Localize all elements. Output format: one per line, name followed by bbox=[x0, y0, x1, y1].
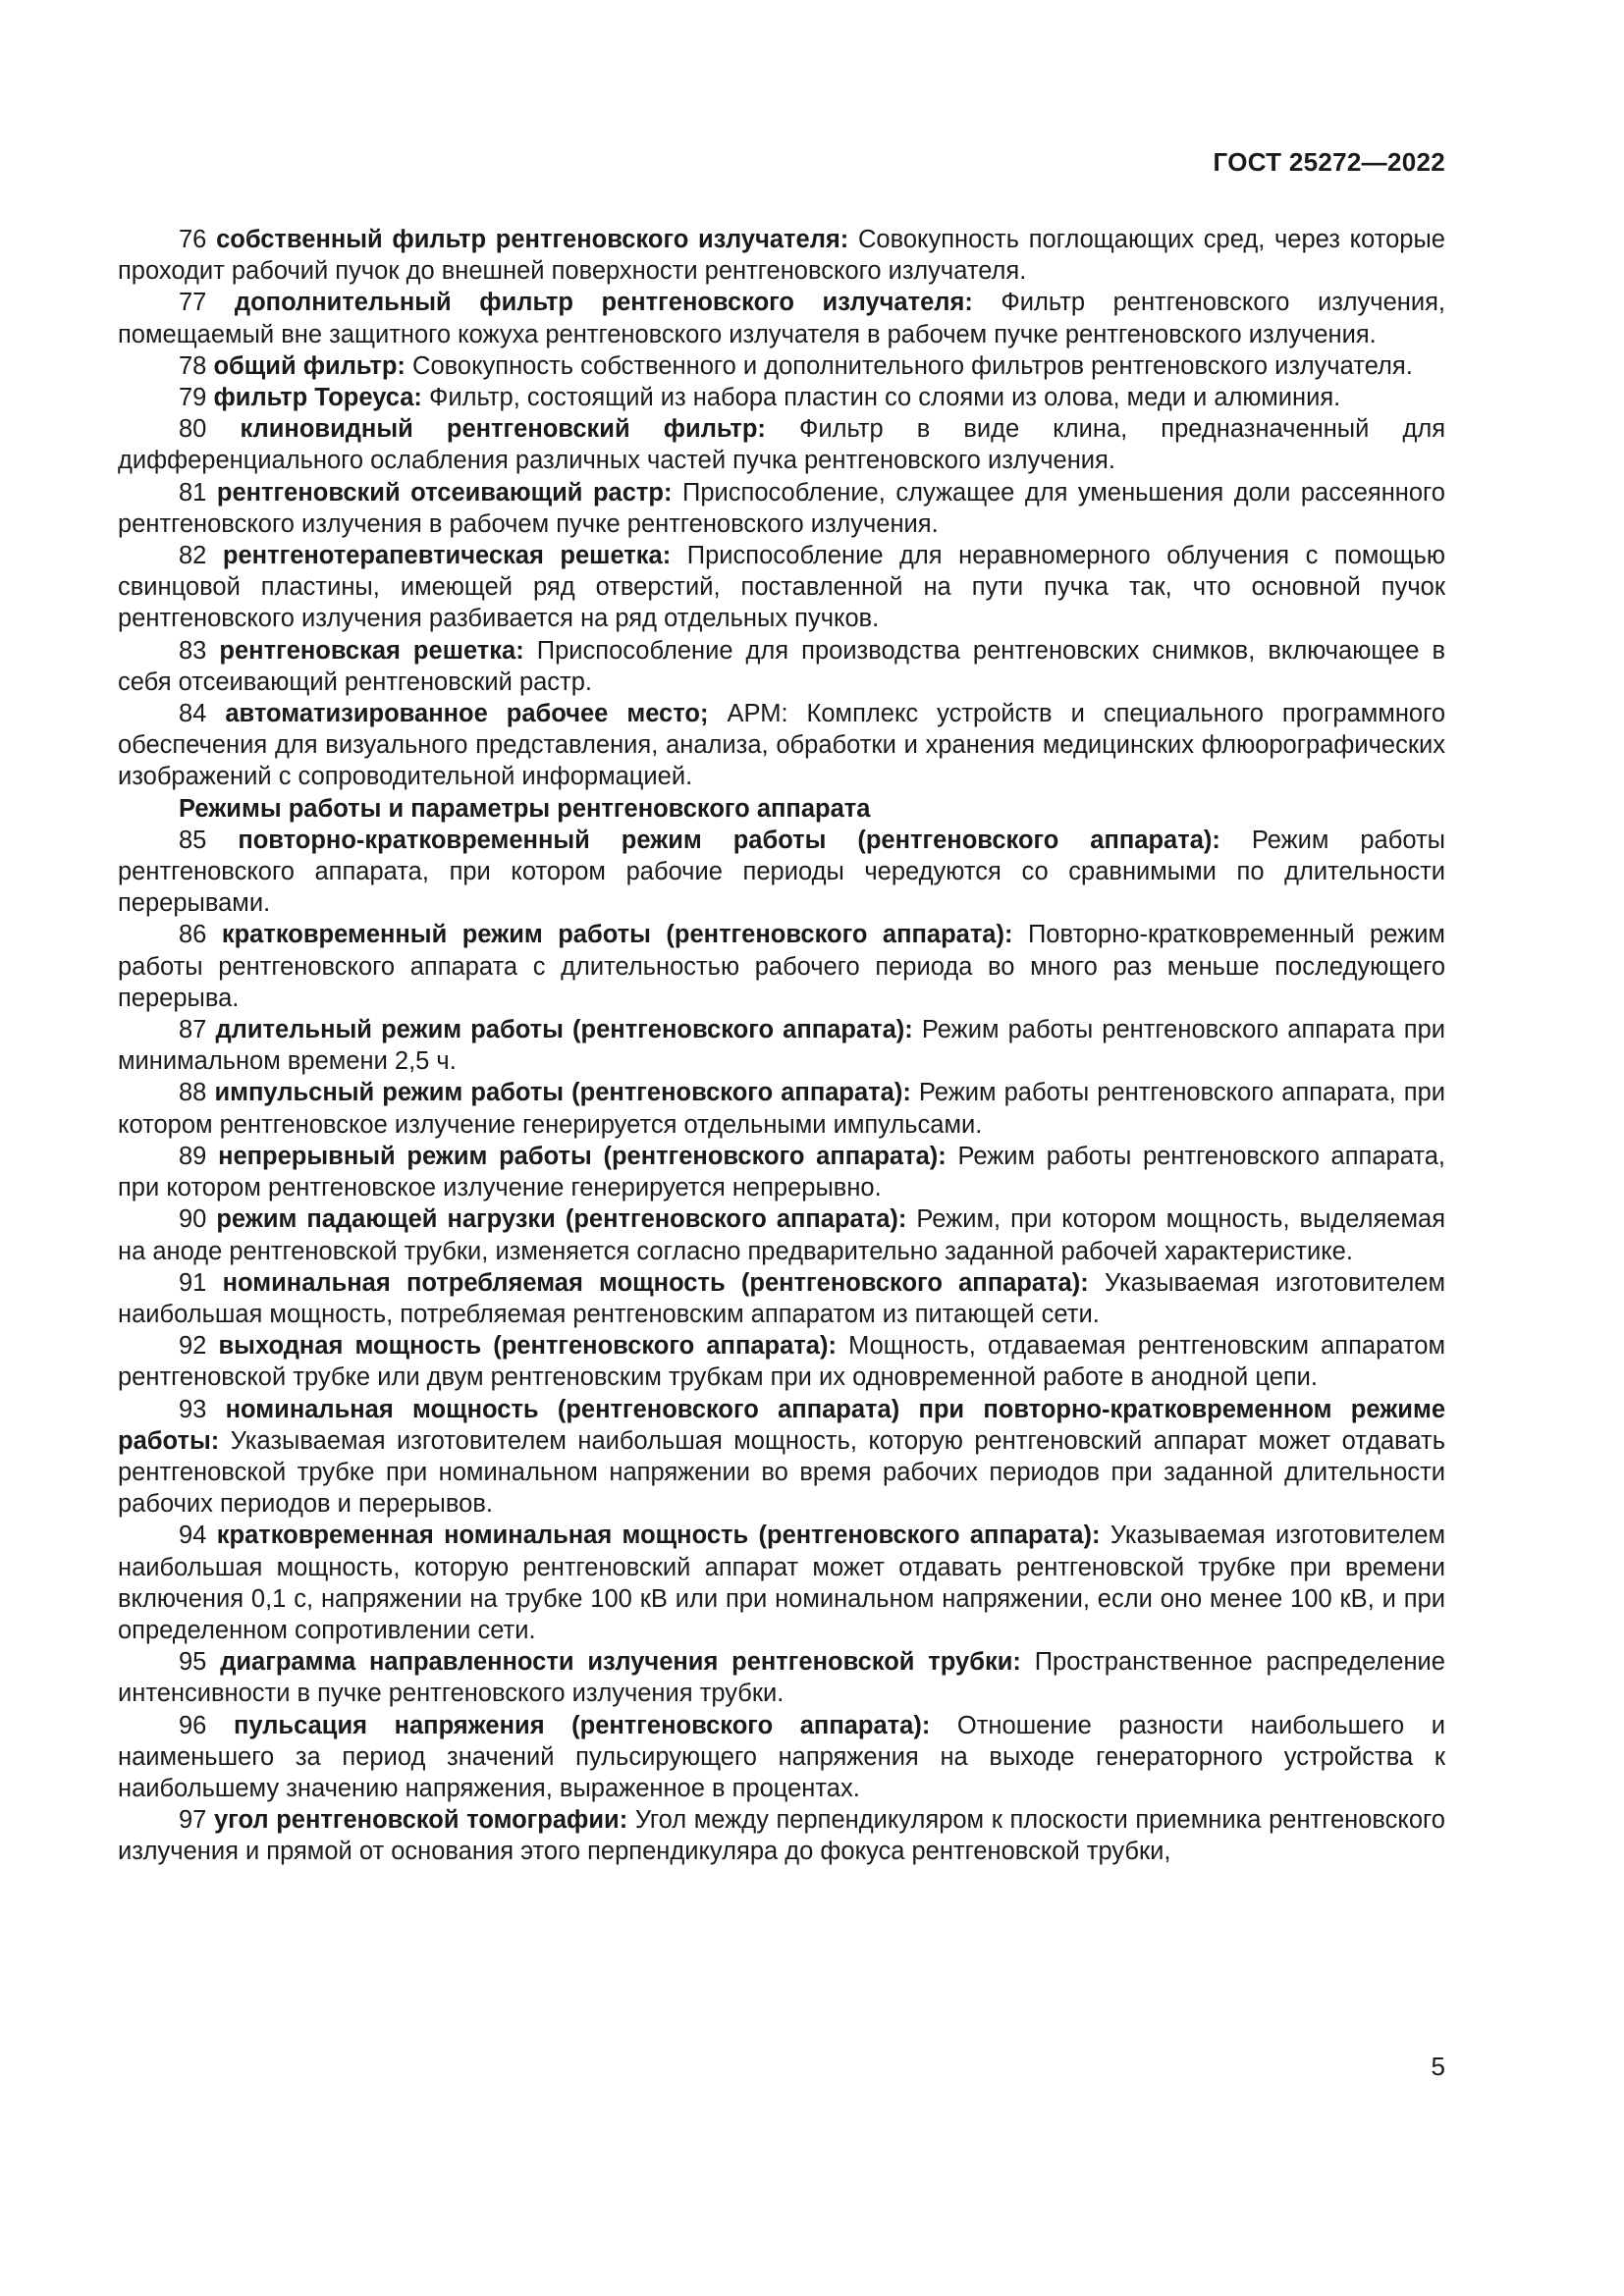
entry-number: 85 bbox=[179, 826, 207, 854]
entry-number: 83 bbox=[179, 636, 207, 665]
term-entry bbox=[118, 1141, 1445, 1203]
term-entry bbox=[118, 382, 1445, 413]
entry-number: 86 bbox=[179, 921, 207, 949]
entry-number: 81 bbox=[179, 478, 207, 507]
term-entry bbox=[118, 413, 1445, 476]
entry-definition: Режим, при котором мощность, выделяемая на аноде рентгеновской трубки, изменяется согласно предварительно заданной рабочей характеристике. bbox=[118, 1205, 1445, 1265]
entry-number: 76 bbox=[179, 226, 207, 253]
term-entry bbox=[118, 1520, 1445, 1646]
entry-definition: Режим работы рентгеновского аппарата, при котором рентгеновское излучение генерируется непрерывно. bbox=[118, 1142, 1445, 1202]
term-entry bbox=[118, 350, 1445, 382]
entry-number: 97 bbox=[179, 1806, 207, 1835]
entry-definition: Совокупность поглощающих сред, через которые проходит рабочий пучок до внешней поверхности рентгеновского излучателя. bbox=[118, 226, 1445, 286]
entry-definition: Совокупность собственного и дополнительного фильтров рентгеновского излучателя. bbox=[412, 351, 1413, 380]
entry-definition: Указываемая изготовителем наибольшая мощность, которую рентгеновский аппарат может отдавать рентгеновской трубке при номинальном напряжении во время рабочих периодов при заданной длительности рабочих периодов и перерывов. bbox=[118, 1426, 1445, 1519]
entry-term: длительный режим работы (рентгеновского аппарата): bbox=[215, 1016, 913, 1044]
entry-term: угол рентгеновской томографии: bbox=[214, 1806, 628, 1835]
term-entry bbox=[118, 1646, 1445, 1709]
entry-definition: Указываемая изготовителем наибольшая мощность, которую рентгеновский аппарат может отдавать рентгеновской трубке при времени включения 0,1 с, напряжении на трубке 100 кВ или при номинальном напряжении, если оно менее 100 кВ, и при определенном сопротивлении сети. bbox=[118, 1522, 1445, 1644]
entry-number: 80 bbox=[179, 415, 207, 444]
term-entry bbox=[118, 1804, 1445, 1867]
entry-number: 87 bbox=[179, 1016, 207, 1044]
page-number: 5 bbox=[1431, 2052, 1445, 2081]
entry-term: повторно-кратковременный режим работы (рентгеновского аппарата): bbox=[238, 826, 1220, 854]
entry-term: рентгенотерапевтическая решетка: bbox=[222, 542, 672, 570]
entry-number: 95 bbox=[179, 1648, 207, 1677]
entry-term: номинальная мощность (рентгеновского аппарата) при повторно-кратковременном режиме работы: bbox=[118, 1395, 1445, 1455]
entry-number: 96 bbox=[179, 1711, 207, 1739]
term-entry bbox=[118, 825, 1445, 920]
entry-definition: Приспособление для производства рентгеновских снимков, включающее в себя отсеивающий рентгеновский растр. bbox=[118, 636, 1445, 696]
entry-definition: Повторно-кратковременный режим работы рентгеновского аппарата с длительностью рабочего периода во много раз меньше последующего перерыва. bbox=[118, 921, 1445, 1012]
entry-term: импульсный режим работы (рентгеновского аппарата): bbox=[214, 1079, 911, 1107]
entry-number: 82 bbox=[179, 542, 207, 570]
term-entry bbox=[118, 1203, 1445, 1266]
term-entry bbox=[118, 1710, 1445, 1805]
entry-definition: Указываемая изготовителем наибольшая мощность, потребляемая рентгеновским аппаратом из питающей сети. bbox=[118, 1268, 1445, 1328]
entry-term: автоматизированное рабочее место; bbox=[225, 700, 709, 728]
term-entry bbox=[118, 224, 1445, 287]
term-entry bbox=[118, 919, 1445, 1014]
entry-definition: Режим работы рентгеновского аппарата, при котором рентгеновское излучение генерируется отдельными импульсами. bbox=[118, 1079, 1445, 1139]
entry-term: номинальная потребляемая мощность (рентгеновского аппарата): bbox=[222, 1268, 1089, 1297]
entry-definition: Угол между перпендикуляром к плоскости приемника рентгеновского излучения и прямой от основания этого перпендикуляра до фокуса рентгеновской трубки, bbox=[118, 1806, 1445, 1866]
entry-number: 89 bbox=[179, 1142, 207, 1170]
entry-term: кратковременная номинальная мощность (рентгеновского аппарата): bbox=[216, 1522, 1101, 1550]
entry-term: кратковременный режим работы (рентгеновского аппарата): bbox=[221, 921, 1013, 949]
entry-number: 94 bbox=[179, 1522, 207, 1550]
term-entry bbox=[118, 287, 1445, 349]
entry-definition: АРМ: Комплекс устройств и специального программного обеспечения для визуального представления, анализа, обработки и хранения медицинских флюорографических изображений с сопроводительной информацией. bbox=[118, 700, 1446, 791]
entry-definition: Мощность, отдаваемая рентгеновским аппаратом рентгеновской трубке или двум рентгеновским трубкам при их одновременной работе в анодной цепи. bbox=[118, 1332, 1445, 1392]
entry-number: 92 bbox=[179, 1332, 207, 1361]
entry-term: фильтр Тореуса: bbox=[213, 384, 422, 412]
entry-definition: Режим работы рентгеновского аппарата, при котором рабочие периоды чередуются со сравнимыми по длительности перерывами. bbox=[118, 826, 1445, 918]
entry-term: общий фильтр: bbox=[213, 351, 406, 380]
term-entry bbox=[118, 540, 1445, 635]
entry-number: 88 bbox=[179, 1079, 207, 1107]
entry-definition: Отношение разности наибольшего и наименьшего за период значений пульсирующего напряжения на выходе генераторного устройства к наибольшему значению напряжения, выраженное в процентах. bbox=[118, 1711, 1446, 1802]
term-entry bbox=[118, 1014, 1445, 1077]
entry-definition: Фильтр, состоящий из набора пластин со слоями из олова, меди и алюминия. bbox=[429, 384, 1341, 412]
entry-term: пульсация напряжения (рентгеновского аппарата): bbox=[233, 1711, 931, 1739]
entry-definition: Режим работы рентгеновского аппарата при минимальном времени 2,5 ч. bbox=[118, 1016, 1445, 1076]
term-entry bbox=[118, 1394, 1445, 1521]
term-entry bbox=[118, 635, 1445, 698]
entry-term: дополнительный фильтр рентгеновского излучателя: bbox=[234, 289, 973, 317]
entry-term: рентгеновский отсеивающий растр: bbox=[216, 478, 673, 507]
term-entry bbox=[118, 1330, 1445, 1393]
entry-term: рентгеновская решетка: bbox=[219, 636, 524, 665]
entry-number: 77 bbox=[179, 289, 207, 317]
document-body bbox=[118, 224, 1445, 1868]
term-entry bbox=[118, 1077, 1445, 1140]
entry-number: 84 bbox=[179, 700, 207, 728]
entry-term: непрерывный режим работы (рентгеновского аппарата): bbox=[218, 1142, 947, 1170]
document-code-header: ГОСТ 25272—2022 bbox=[1213, 147, 1445, 177]
entry-definition: Приспособление для неравномерного облучения с помощью свинцовой пластины, имеющей ряд отверстий, поставленной на пути пучка так, что основной пучок рентгеновского излучения разбивается на ряд отдельных пучков. bbox=[118, 542, 1445, 633]
entry-number: 90 bbox=[179, 1205, 207, 1234]
entry-definition: Фильтр рентгеновского излучения, помещаемый вне защитного кожуха рентгеновского излучателя в рабочем пучке рентгеновского излучения. bbox=[118, 289, 1445, 348]
entry-term: диаграмма направленности излучения рентгеновской трубки: bbox=[220, 1648, 1021, 1677]
entry-term: выходная мощность (рентгеновского аппарата): bbox=[218, 1332, 837, 1361]
entry-term: режим падающей нагрузки (рентгеновского аппарата): bbox=[216, 1205, 907, 1234]
entry-term: клиновидный рентгеновский фильтр: bbox=[240, 415, 766, 444]
entry-definition: Приспособление, служащее для уменьшения доли рассеянного рентгеновского излучения в рабочем пучке рентгеновского излучения. bbox=[118, 478, 1445, 538]
entry-definition: Фильтр в виде клина, предназначенный для дифференциального ослабления различных частей пучка рентгеновского излучения. bbox=[118, 415, 1446, 475]
entry-number: 79 bbox=[179, 384, 207, 412]
entry-number: 91 bbox=[179, 1268, 207, 1297]
entry-term: собственный фильтр рентгеновского излучателя: bbox=[216, 226, 849, 253]
term-entry bbox=[118, 698, 1445, 793]
section-heading: Режимы работы и параметры рентгеновского аппарата bbox=[179, 794, 871, 823]
term-entry bbox=[118, 477, 1445, 540]
entry-definition: Пространственное распределение интенсивности в пучке рентгеновского излучения трубки. bbox=[118, 1648, 1445, 1708]
term-entry bbox=[118, 1267, 1445, 1330]
entry-number: 93 bbox=[179, 1395, 207, 1423]
entry-number: 78 bbox=[179, 351, 207, 380]
